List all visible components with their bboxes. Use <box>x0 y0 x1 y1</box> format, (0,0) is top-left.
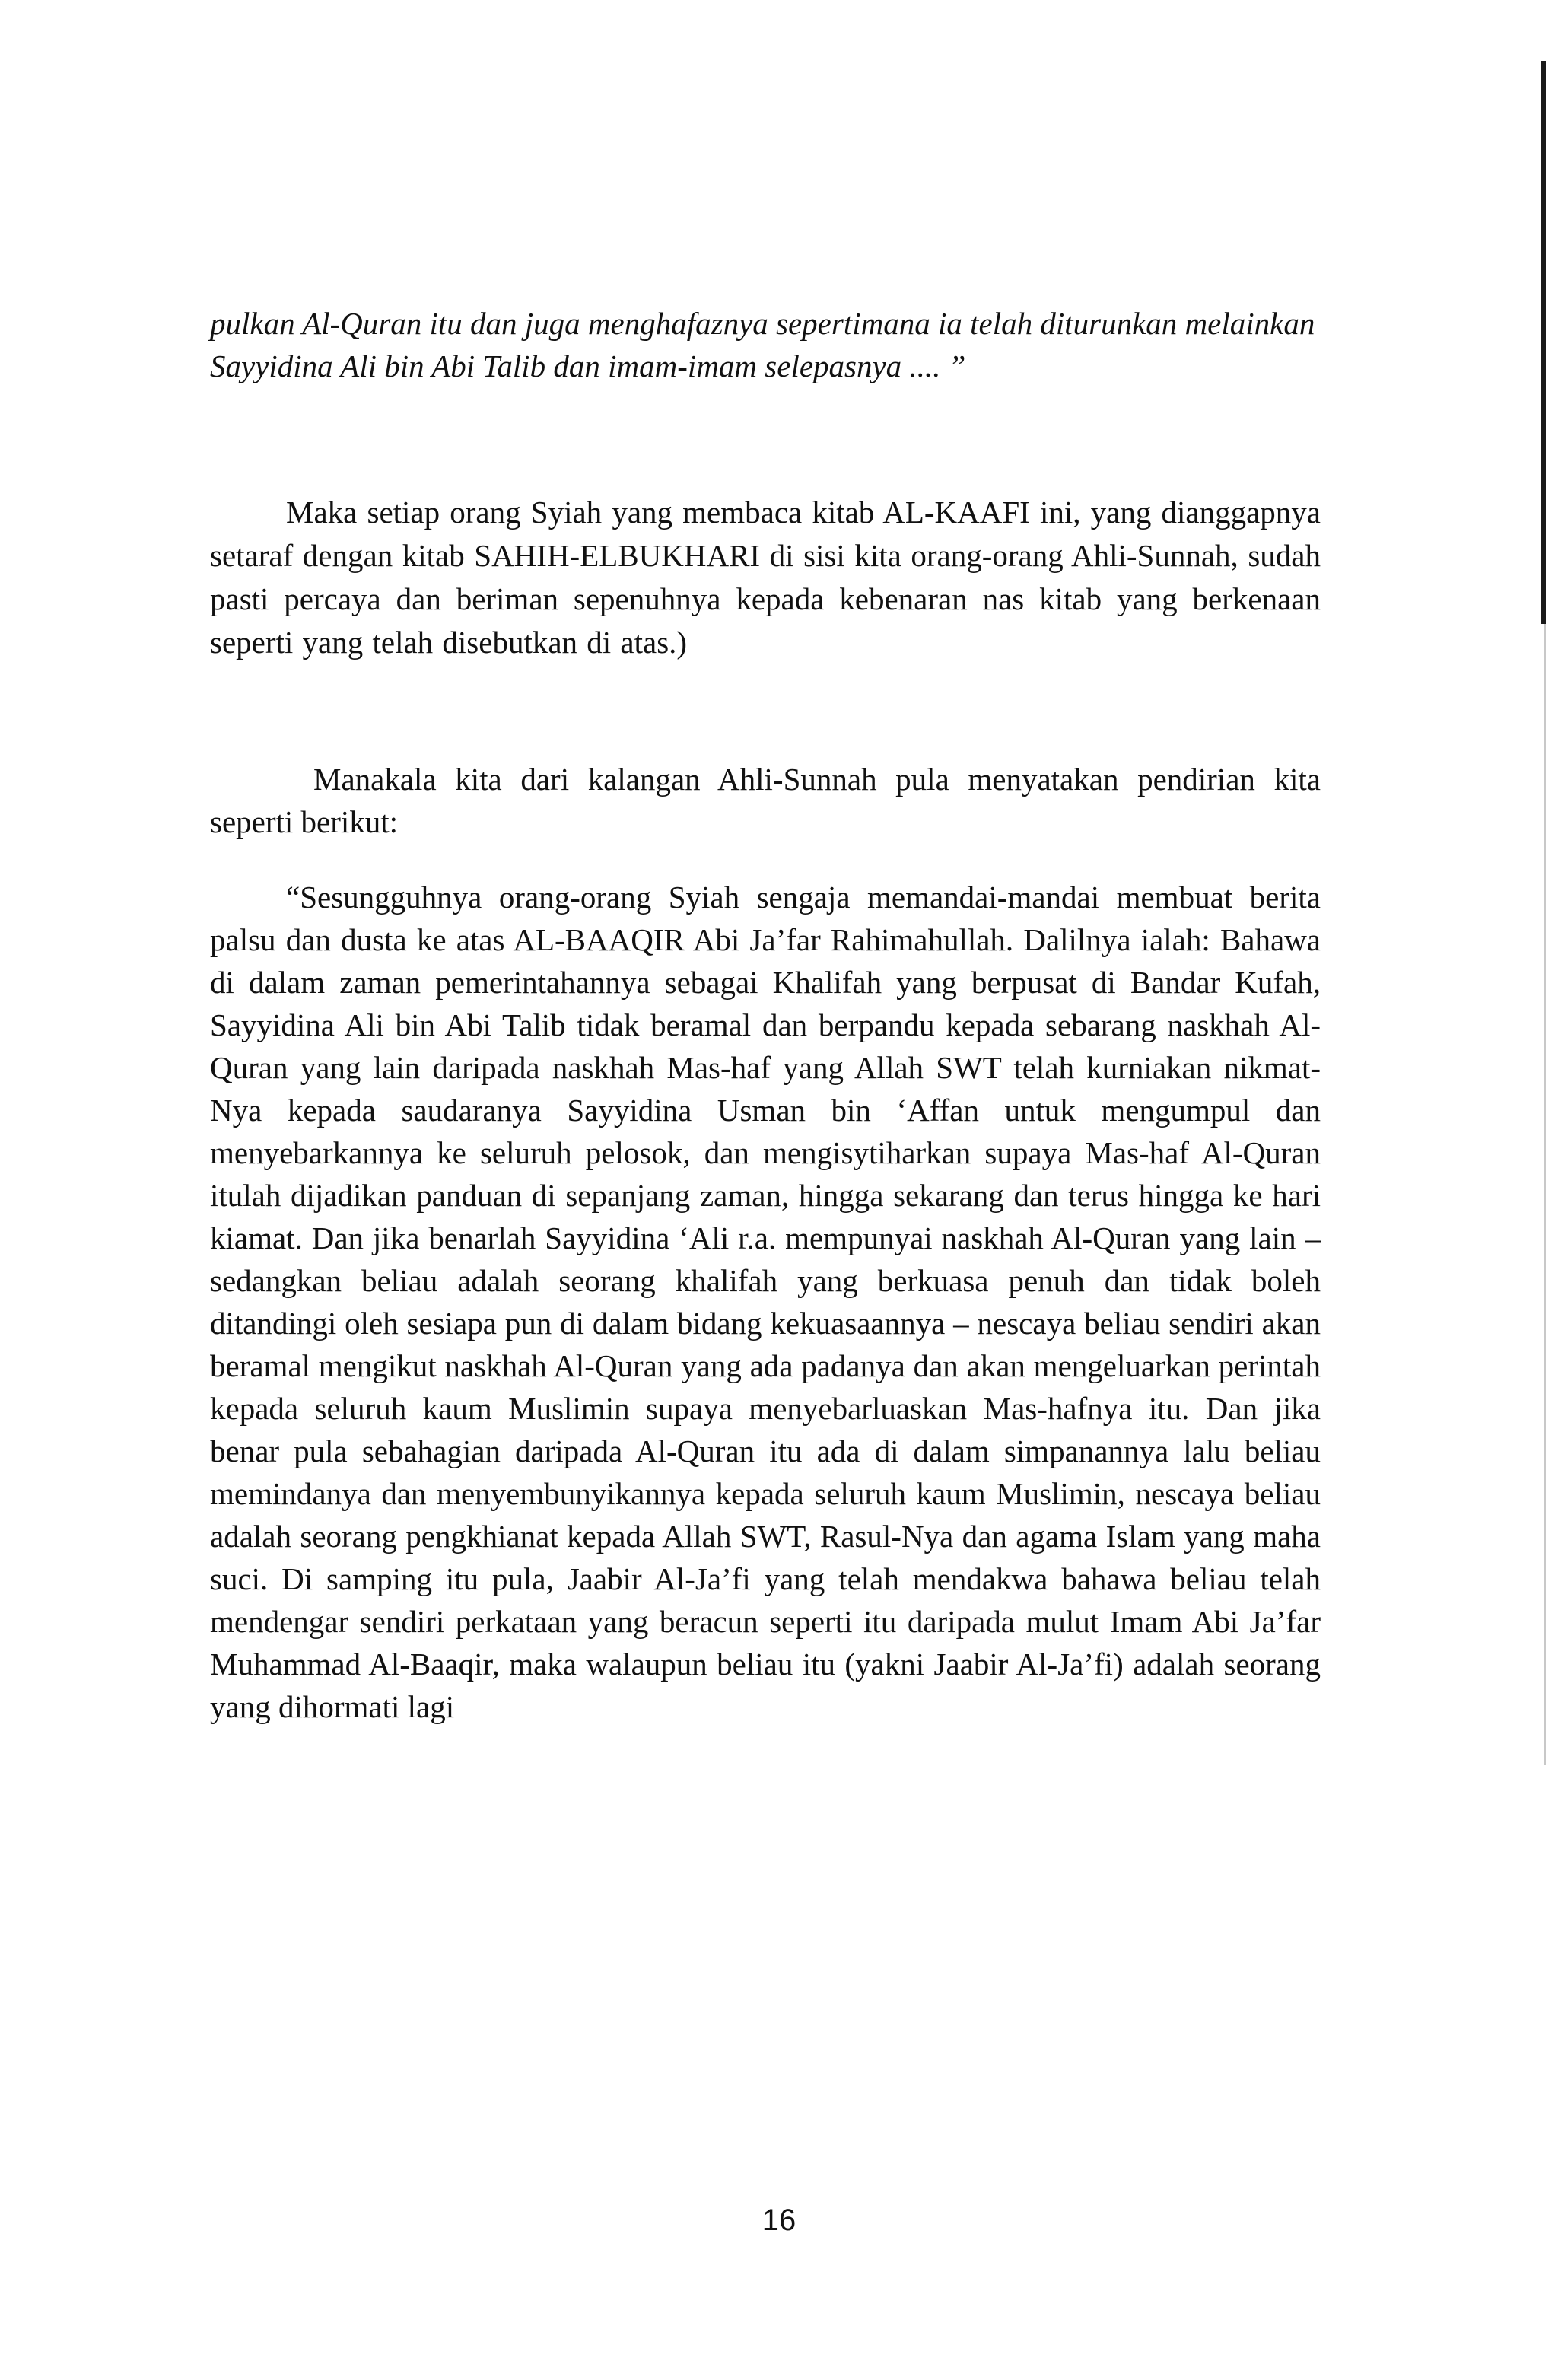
paragraph-al-kaafi: Maka setiap orang Syiah yang membaca kitab AL-KAAFI ini, yang dianggapnya setaraf dengan kitab SAHIH-ELBUKHARI di sisi kita orang-orang Ahli-Sunnah, sudah pasti percaya dan beriman sepenuhnya kepada kebenaran nas kitab yang berkenaan seperti yang telah disebutkan di atas.) <box>210 495 1321 660</box>
paragraph-ahli-sunnah-stance: Manakala kita dari kalangan Ahli-Sunnah pula menyatakan pendirian kita seperti berikut: <box>210 762 1321 839</box>
paragraph-quoted-argument: “Sesungguhnya orang-orang Syiah sengaja memandai-mandai membuat berita palsu dan dusta ke atas AL-BAAQIR Abi Ja’far Rahimahullah. Dalilnya ialah: Bahawa di dalam zaman pemerintahannya sebagai Khalifah yang berpusat di Bandar Kufah, Sayyidina Ali bin Abi Talib tidak beramal dan berpandu kepada sebarang naskhah Al-Quran yang lain daripada naskhah Mas-haf yang Allah SWT telah kurniakan nikmat-Nya kepada saudaranya Sayyidina Usman bin ‘Affan untuk mengumpul dan menyebarkannya ke seluruh pelosok, dan mengisytiharkan supaya Mas-haf Al-Quran itulah dijadikan panduan di sepanjang zaman, hingga sekarang dan terus hingga ke hari kiamat. Dan jika benarlah Sayyidina ‘Ali r.a. mempunyai naskhah Al-Quran yang lain – sedangkan beliau adalah seorang khalifah yang berkuasa penuh dan tidak boleh ditandingi oleh sesiapa pun di dalam bidang kekuasaannya – nescaya beliau sendiri akan beramal mengikut naskhah Al-Quran yang ada padanya dan akan mengeluarkan perintah kepada seluruh kaum Muslimin supaya menyebarluaskan Mas-hafnya itu. Dan jika benar pula sebahagian daripada Al-Quran itu ada di dalam simpanannya lalu beliau memindanya dan menyembunyikannya kepada seluruh kaum Muslimin, nescaya beliau adalah seorang pengkhianat kepada Allah SWT, Rasul-Nya dan agama Islam yang maha suci. Di samping itu pula, Jaabir Al-Ja’fi yang telah mendakwa bahawa beliau telah mendengar sendiri perkataan yang beracun seperti itu daripada mulut Imam Abi Ja’far Muhammad Al-Baaqir, maka walaupun beliau itu (yakni Jaabir Al-Ja’fi) adalah seorang yang dihormati lagi <box>210 880 1321 1724</box>
scan-edge-shadow <box>1541 61 1546 624</box>
page-number: 16 <box>762 2203 796 2237</box>
quote-continuation: pulkan Al-Quran itu dan juga menghafaznya sepertimana ia telah diturunkan melainkan Sayyidina Ali bin Abi Talib dan imam-imam selepasnya .... ” <box>210 306 1315 383</box>
scan-edge-faint <box>1544 624 1546 1765</box>
